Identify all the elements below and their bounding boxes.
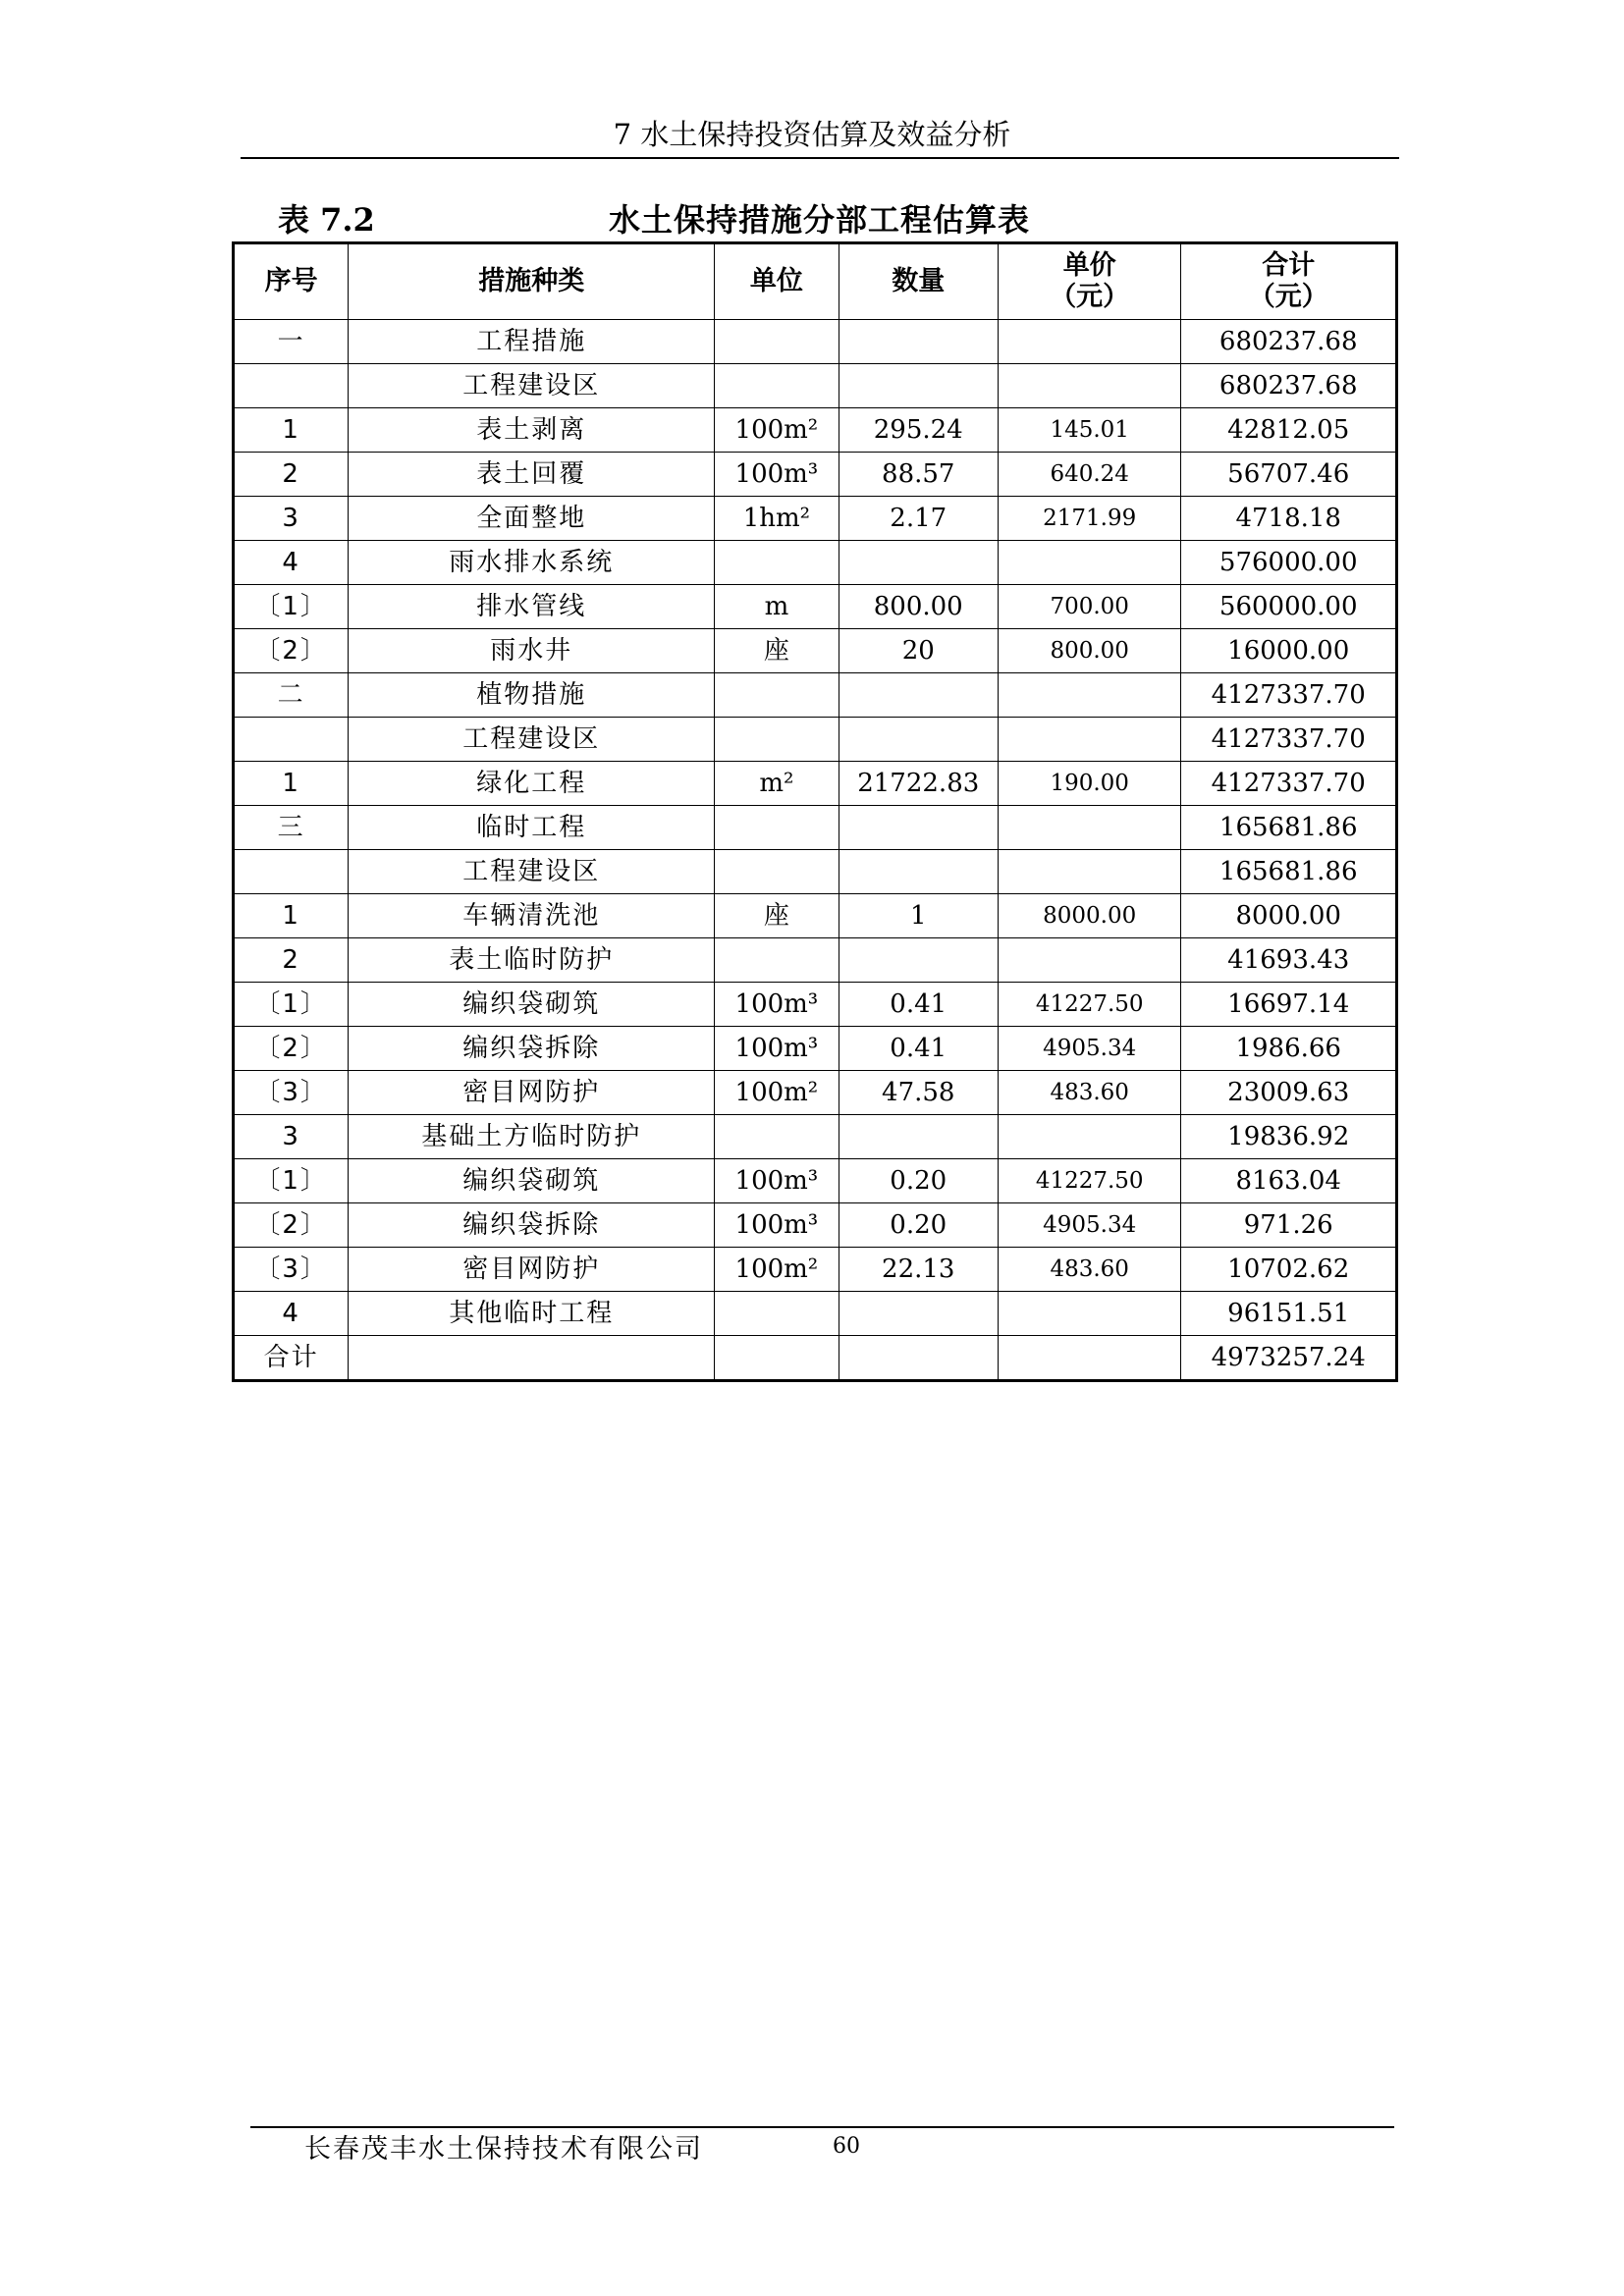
cell-unit-price (998, 541, 1180, 585)
cell-no: 2 (234, 453, 349, 497)
cell-unit-price: 483.60 (998, 1248, 1180, 1292)
header-unit-price-line2: （元） (1050, 282, 1130, 312)
cell-total: 4973257.24 (1181, 1336, 1397, 1381)
cell-unit: 座 (715, 894, 839, 938)
cell-quantity: 47.58 (839, 1071, 998, 1115)
header-total (1181, 243, 1397, 320)
table-header-row (234, 243, 1397, 320)
cell-no: 3 (234, 497, 349, 541)
cell-quantity (839, 850, 998, 894)
cell-measure-type: 表土剥离 (349, 408, 715, 453)
cell-no: 三 (234, 806, 349, 850)
cell-unit-price (998, 806, 1180, 850)
table-caption-label: 表 7.2 (278, 201, 375, 239)
cell-measure-type: 编织袋拆除 (349, 1203, 715, 1248)
cell-quantity (839, 320, 998, 364)
cell-unit (715, 718, 839, 762)
cell-unit-price: 800.00 (998, 629, 1180, 673)
cell-unit-price: 41227.50 (998, 983, 1180, 1027)
cell-unit-price: 4905.34 (998, 1203, 1180, 1248)
table-row (234, 1115, 1397, 1159)
cell-total: 42812.05 (1181, 408, 1397, 453)
table-row (234, 1248, 1397, 1292)
cell-unit-price (998, 1292, 1180, 1336)
cell-total: 16697.14 (1181, 983, 1397, 1027)
cell-quantity: 295.24 (839, 408, 998, 453)
header-unit-price (998, 243, 1180, 320)
table-row (234, 894, 1397, 938)
cell-unit-price: 640.24 (998, 453, 1180, 497)
cell-total: 8000.00 (1181, 894, 1397, 938)
cell-unit (715, 1292, 839, 1336)
cell-quantity (839, 938, 998, 983)
cell-unit: 100m³ (715, 1203, 839, 1248)
cell-no (234, 850, 349, 894)
cell-quantity: 1 (839, 894, 998, 938)
cell-total: 4718.18 (1181, 497, 1397, 541)
cell-no: 1 (234, 762, 349, 806)
cell-no: 〔2〕 (234, 629, 349, 673)
cell-no: 〔2〕 (234, 1203, 349, 1248)
table-body (234, 320, 1397, 1381)
table-row (234, 320, 1397, 364)
cell-unit-price: 190.00 (998, 762, 1180, 806)
table-row (234, 983, 1397, 1027)
cell-quantity: 88.57 (839, 453, 998, 497)
cell-unit: 100m² (715, 1248, 839, 1292)
cell-measure-type: 车辆清洗池 (349, 894, 715, 938)
cell-unit-price: 483.60 (998, 1071, 1180, 1115)
table-row (234, 408, 1397, 453)
cell-total: 4127337.70 (1181, 718, 1397, 762)
cell-unit (715, 541, 839, 585)
cell-quantity: 20 (839, 629, 998, 673)
table-row (234, 718, 1397, 762)
cell-quantity (839, 1292, 998, 1336)
cell-measure-type: 雨水井 (349, 629, 715, 673)
cell-unit-price (998, 1336, 1180, 1381)
cell-quantity (839, 1336, 998, 1381)
cell-no: 〔2〕 (234, 1027, 349, 1071)
table-row (234, 762, 1397, 806)
cell-measure-type (349, 1336, 715, 1381)
cell-quantity (839, 364, 998, 408)
cell-measure-type: 雨水排水系统 (349, 541, 715, 585)
table-row (234, 453, 1397, 497)
cell-no: 〔3〕 (234, 1071, 349, 1115)
cell-no: 4 (234, 541, 349, 585)
table-row (234, 1159, 1397, 1203)
cell-quantity: 0.20 (839, 1203, 998, 1248)
cell-no (234, 364, 349, 408)
cell-total: 680237.68 (1181, 320, 1397, 364)
table-row (234, 1027, 1397, 1071)
cell-total: 165681.86 (1181, 806, 1397, 850)
table-row (234, 541, 1397, 585)
cell-quantity (839, 718, 998, 762)
cell-unit-price (998, 320, 1180, 364)
cell-measure-type: 基础土方临时防护 (349, 1115, 715, 1159)
cell-unit (715, 673, 839, 718)
cell-no: 二 (234, 673, 349, 718)
table-row (234, 938, 1397, 983)
table-row (234, 1071, 1397, 1115)
cell-total: 4127337.70 (1181, 762, 1397, 806)
header-no: 序号 (234, 243, 349, 320)
cell-no: 〔3〕 (234, 1248, 349, 1292)
table-row (234, 629, 1397, 673)
cell-unit-price: 700.00 (998, 585, 1180, 629)
header-total-line1: 合计 (1262, 250, 1316, 281)
cell-unit-price: 2171.99 (998, 497, 1180, 541)
cell-measure-type: 工程措施 (349, 320, 715, 364)
table-row (234, 364, 1397, 408)
cell-measure-type: 排水管线 (349, 585, 715, 629)
cell-total: 1986.66 (1181, 1027, 1397, 1071)
cell-total: 23009.63 (1181, 1071, 1397, 1115)
chapter-title: 7 水土保持投资估算及效益分析 (613, 118, 1011, 151)
table-row (234, 585, 1397, 629)
cell-unit-price (998, 938, 1180, 983)
header-unit: 单位 (715, 243, 839, 320)
cell-total: 19836.92 (1181, 1115, 1397, 1159)
header-unit-price-line1: 单价 (1062, 250, 1116, 281)
header-total-line2: （元） (1248, 282, 1328, 312)
cell-quantity (839, 541, 998, 585)
cell-quantity: 2.17 (839, 497, 998, 541)
cell-unit: m (715, 585, 839, 629)
table-row (234, 850, 1397, 894)
cell-no: 3 (234, 1115, 349, 1159)
cell-unit: 座 (715, 629, 839, 673)
cell-unit (715, 1115, 839, 1159)
cell-unit-price (998, 1115, 1180, 1159)
cell-unit (715, 806, 839, 850)
cell-measure-type: 其他临时工程 (349, 1292, 715, 1336)
footer-rule (250, 2126, 1394, 2128)
cell-total: 10702.62 (1181, 1248, 1397, 1292)
cell-quantity: 0.41 (839, 983, 998, 1027)
cell-total: 971.26 (1181, 1203, 1397, 1248)
cell-total: 4127337.70 (1181, 673, 1397, 718)
cell-measure-type: 全面整地 (349, 497, 715, 541)
cell-quantity: 800.00 (839, 585, 998, 629)
cell-measure-type: 临时工程 (349, 806, 715, 850)
header-measure-type: 措施种类 (349, 243, 715, 320)
cell-measure-type: 编织袋砌筑 (349, 983, 715, 1027)
cell-total: 41693.43 (1181, 938, 1397, 983)
cell-quantity (839, 673, 998, 718)
cell-measure-type: 编织袋拆除 (349, 1027, 715, 1071)
cell-quantity (839, 806, 998, 850)
cell-unit-price: 145.01 (998, 408, 1180, 453)
cell-measure-type: 工程建设区 (349, 718, 715, 762)
cell-unit: 100m³ (715, 1027, 839, 1071)
cell-no (234, 718, 349, 762)
table-caption-title: 水土保持措施分部工程估算表 (609, 201, 1031, 239)
cell-quantity: 21722.83 (839, 762, 998, 806)
cell-unit-price: 8000.00 (998, 894, 1180, 938)
cell-no: 1 (234, 894, 349, 938)
cell-unit: 100m³ (715, 983, 839, 1027)
cell-unit: 100m³ (715, 453, 839, 497)
cell-measure-type: 编织袋砌筑 (349, 1159, 715, 1203)
cell-total: 96151.51 (1181, 1292, 1397, 1336)
cell-no: 4 (234, 1292, 349, 1336)
cell-unit: 100m² (715, 408, 839, 453)
cell-no: 〔1〕 (234, 983, 349, 1027)
cell-total: 56707.46 (1181, 453, 1397, 497)
cell-no: 〔1〕 (234, 1159, 349, 1203)
cell-unit (715, 1336, 839, 1381)
cell-no: 2 (234, 938, 349, 983)
cell-unit-price (998, 364, 1180, 408)
cell-no: 一 (234, 320, 349, 364)
cell-measure-type: 表土临时防护 (349, 938, 715, 983)
table-row (234, 1203, 1397, 1248)
header-quantity: 数量 (839, 243, 998, 320)
cell-total: 576000.00 (1181, 541, 1397, 585)
cell-measure-type: 工程建设区 (349, 850, 715, 894)
cell-total: 680237.68 (1181, 364, 1397, 408)
page-number: 60 (833, 2134, 860, 2159)
table-row (234, 673, 1397, 718)
cell-measure-type: 工程建设区 (349, 364, 715, 408)
cell-measure-type: 表土回覆 (349, 453, 715, 497)
cell-total: 16000.00 (1181, 629, 1397, 673)
table-row (234, 1336, 1397, 1381)
cell-quantity: 0.20 (839, 1159, 998, 1203)
table-row (234, 497, 1397, 541)
cell-unit: 100m³ (715, 1159, 839, 1203)
cell-no: 1 (234, 408, 349, 453)
table-row (234, 806, 1397, 850)
cell-quantity: 0.41 (839, 1027, 998, 1071)
cell-unit: 100m² (715, 1071, 839, 1115)
cell-unit-price (998, 850, 1180, 894)
cell-no: 〔1〕 (234, 585, 349, 629)
cell-unit-price: 41227.50 (998, 1159, 1180, 1203)
cell-unit (715, 850, 839, 894)
cell-unit: 1hm² (715, 497, 839, 541)
cell-measure-type: 绿化工程 (349, 762, 715, 806)
cell-unit (715, 320, 839, 364)
cell-total: 560000.00 (1181, 585, 1397, 629)
cell-unit (715, 364, 839, 408)
table-row (234, 1292, 1397, 1336)
cell-total: 165681.86 (1181, 850, 1397, 894)
cell-no: 合计 (234, 1336, 349, 1381)
cell-total: 8163.04 (1181, 1159, 1397, 1203)
cell-unit (715, 938, 839, 983)
footer-company-name: 长春茂丰水土保持技术有限公司 (304, 2134, 703, 2164)
cell-unit-price: 4905.34 (998, 1027, 1180, 1071)
cell-unit-price (998, 718, 1180, 762)
cell-unit: m² (715, 762, 839, 806)
cell-unit-price (998, 673, 1180, 718)
cell-quantity (839, 1115, 998, 1159)
cell-quantity: 22.13 (839, 1248, 998, 1292)
header-rule (241, 157, 1399, 159)
cell-measure-type: 密目网防护 (349, 1071, 715, 1115)
cell-measure-type: 植物措施 (349, 673, 715, 718)
estimate-table (232, 241, 1398, 1382)
cell-measure-type: 密目网防护 (349, 1248, 715, 1292)
